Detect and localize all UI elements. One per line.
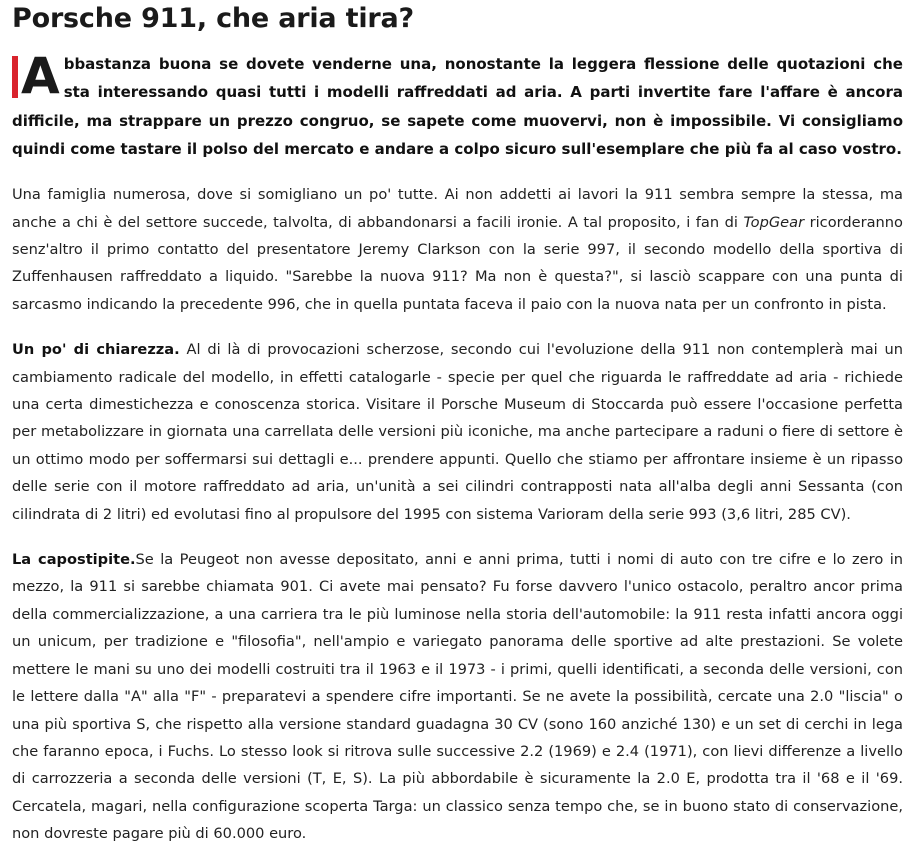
paragraph-capostipite-label: La capostipite. bbox=[12, 551, 136, 569]
article-title: Porsche 911, che aria tira? bbox=[12, 3, 414, 34]
paragraph-intro-text-1: Una famiglia numerosa, dove si somigliano un po' tutte. Ai non addetti ai lavori la 911 sembra sempre la stessa, ma anche a chi è del settore succede, talvolta, di abbandonarsi a facili ironie. A tal proposito, i fan di bbox=[12, 186, 903, 231]
paragraph-intro bbox=[12, 181, 903, 318]
paragraph-chiarezza-text: Al di là di provocazioni scherzose, secondo cui l'evoluzione della 911 non contemplerà mai un cambiamento radicale del modello, in effetti catalogarle - specie per quel che riguarda le raffreddate ad aria - richiede una certa dimestichezza e conoscenza storica. Visitare il Porsche Museum di Stoccarda può essere l'occasione perfetta per metabolizzare in giornata una carrellata delle versioni più iconiche, ma anche partecipare a raduni o fiere di settore è un ottimo modo per soffermarsi sui dettagli e... prendere appunti. Quello che stiamo per affrontare insieme è un ripasso delle serie con il motore raffreddato ad aria, un'unità a sei cilindri contrapposti nata all'alba degli anni Sessanta (con cilindrata di 2 litri) ed evolutasi fino al propulsore del 1995 con sistema Varioram della serie 993 (3,6 litri, 285 CV). bbox=[12, 341, 903, 523]
paragraph-intro-text-2: ricorderanno senz'altro il primo contatto del presentatore Jeremy Clarkson con la serie 997, il secondo modello della sportiva di Zuffenhausen raffreddato a liquido. "Sarebbe la nuova 911? Ma non è questa?", si lasciò scappare con una punta di sarcasmo indicando la precedente 996, che in quella puntata faceva il paio con la nuova nata per un confronto in pista. bbox=[12, 213, 903, 313]
topgear-reference: TopGear bbox=[743, 213, 805, 231]
dropcap-letter: A bbox=[21, 47, 60, 105]
dropcap-accent-bar bbox=[12, 56, 18, 98]
paragraph-chiarezza-label: Un po' di chiarezza. bbox=[12, 341, 180, 359]
article-lead bbox=[12, 47, 903, 163]
paragraph-chiarezza bbox=[12, 336, 903, 528]
paragraph-capostipite-text: Se la Peugeot non avesse depositato, anni e anni prima, tutti i nomi di auto con tre cifre e lo zero in mezzo, la 911 si sarebbe chiamata 901. Ci avete mai pensato? Fu forse davvero l'unico ostacolo, peraltro ancor prima della commercializzazione, a una carriera tra le più luminose nella storia dell'automobile: la 911 resta infatti ancora oggi un unicum, per tradizione e "filosofia", nell'ampio e variegato panorama delle sportive ad alte prestazioni. Se volete mettere le mani su uno dei modelli costruiti tra il 1963 e il 1973 - i primi, quelli identificati, a seconda delle versioni, con le lettere dalla "A" alla "F" - preparatevi a spendere cifre importanti. Se ne avete la possibilità, cercate una 2.0 "liscia" o una più sportiva S, che rispetto alla versione standard guadagna 30 CV (sono 160 anziché 130) e un set di cerchi in lega che faranno epoca, i Fuchs. Lo stesso look si ritrova sulle successive 2.2 (1969) e 2.4 (1971), con lievi differenze a livello di carrozzeria a seconda delle versioni (T, E, S). La più abbordabile è sicuramente la 2.0 E, prodotta tra il '68 e il '69. Cercatela, magari, nella configurazione scoperta Targa: un classico senza tempo che, se in buono stato di conservazione, non dovreste pagare più di 60.000 euro. bbox=[12, 551, 904, 843]
lead-text: bbastanza buona se dovete venderne una, nonostante la leggera flessione delle quotazioni che sta interessando quasi tutti i modelli raffreddati ad aria. A parti invertite fare l'affare è ancora difficile, ma strappare un prezzo congruo, se sapete come muovervi, non è impossibile. Vi consigliamo quindi come tastare il polso del mercato e andare a colpo sicuro sull'esemplare che più fa al caso vostro. bbox=[12, 55, 903, 158]
paragraph-capostipite bbox=[12, 546, 903, 847]
dropcap bbox=[12, 47, 60, 105]
